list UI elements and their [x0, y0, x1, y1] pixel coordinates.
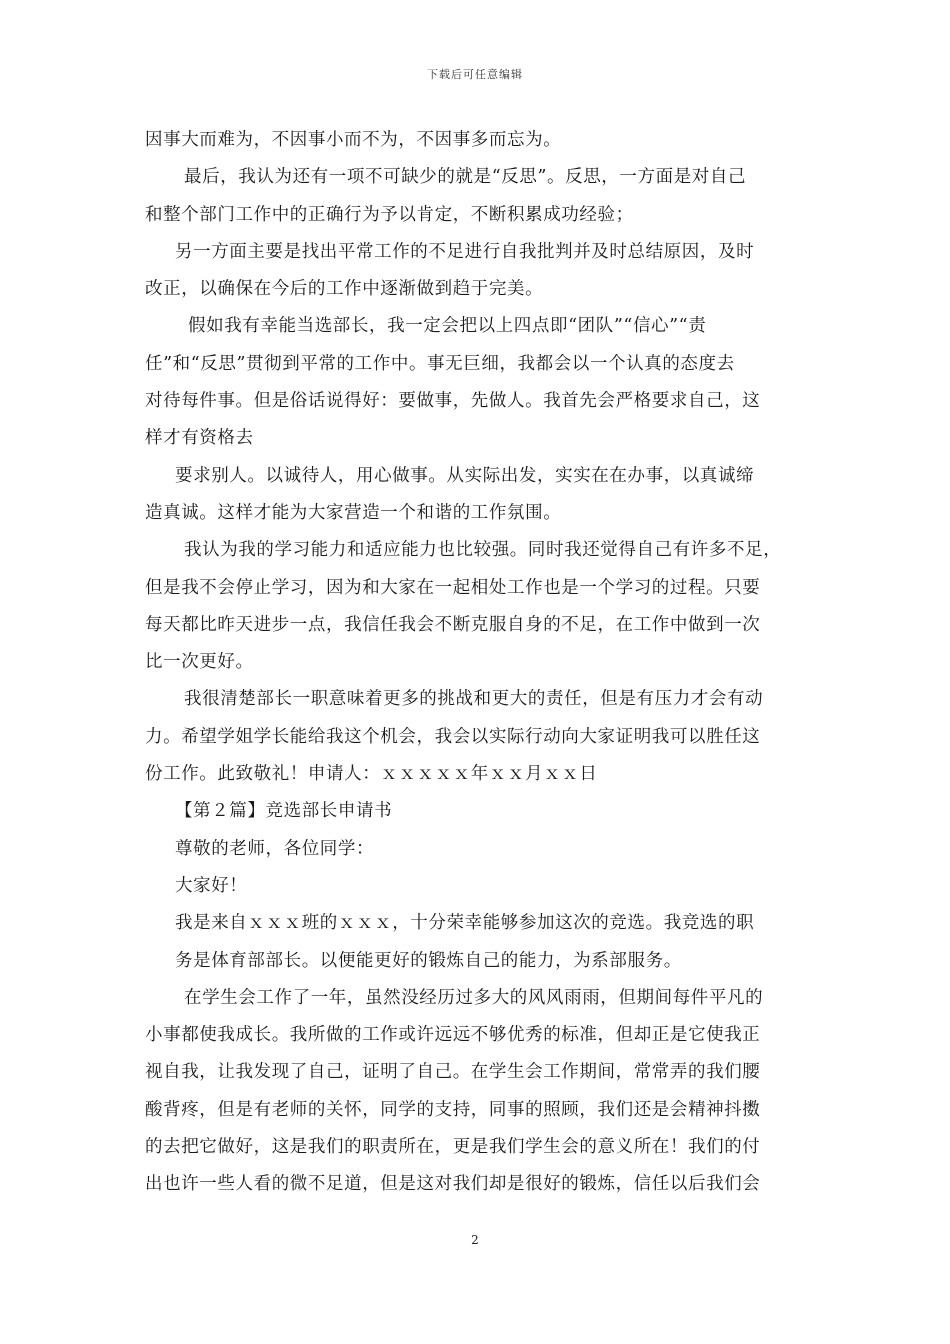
text-line: 出也许一些人看的微不足道，但是这对我们却是很好的锻炼，信任以后我们会: [145, 1174, 761, 1195]
text-line: 力。希望学姐学长能给我这个机会，我会以实际行动向大家证明我可以胜任这: [145, 726, 761, 747]
text-line: 我是来自ｘｘｘ班的ｘｘｘ，十分荣幸能够参加这次的竞选。我竞选的职: [175, 913, 755, 934]
text-line: 样才有资格去: [145, 428, 254, 449]
text-line: 务是体育部部长。以便能更好的锻炼自己的能力，为系部服务。: [175, 950, 682, 971]
text-line: 在学生会工作了一年，虽然没经历过多大的风风雨雨，但期间每件平凡的: [184, 987, 764, 1008]
text-line: 和整个部门工作中的正确行为予以肯定，不断积累成功经验；: [145, 204, 634, 225]
text-line: 小事都使我成长。我所做的工作或许远远不够优秀的标准，但却正是它使我正: [145, 1025, 761, 1046]
greeting: 大家好！: [175, 875, 248, 896]
text-line: 改正，以确保在今后的工作中逐渐做到趋于完美。: [145, 279, 544, 300]
text-line: 要求别人。以诚待人，用心做事。从实际出发，实实在在办事，以真诚缔: [175, 465, 755, 486]
section-title: 【第２篇】竞选部长申请书: [175, 801, 393, 822]
text-line: 对待每件事。但是俗话说得好：要做事，先做人。我首先会严格要求自己，这: [145, 391, 761, 412]
text-line: 视自我，让我发现了自己，证明了自己。在学生会工作期间，常常弄的我们腰: [145, 1062, 761, 1083]
text-line: 的去把它做好，这是我们的职责所在，更是我们学生会的意义所在！我们的付: [145, 1137, 761, 1158]
text-line: 因事大而难为，不因事小而不为，不因事多而忘为。: [145, 130, 562, 150]
text-line: 但是我不会停止学习，因为和大家在一起相处工作也是一个学习的过程。只要: [145, 577, 761, 598]
text-line: 每天都比昨天进步一点，我信任我会不断克服自身的不足，在工作中做到一次: [145, 614, 761, 635]
text-line: 份工作。此致敬礼！申请人：ｘｘｘｘｘ年ｘｘ月ｘｘ日: [145, 764, 598, 785]
page-header: 下载后可任意编辑: [427, 68, 523, 81]
document-body: [145, 122, 810, 1204]
text-line: 我认为我的学习能力和适应能力也比较强。同时我还觉得自己有许多不足，: [184, 540, 782, 561]
page-number: 2: [471, 1233, 479, 1247]
text-line: 假如我有幸能当选部长，我一定会把以上四点即“团队”“信心”“责: [188, 316, 707, 337]
salutation: 尊敬的老师，各位同学：: [175, 838, 375, 859]
text-line: 最后，我认为还有一项不可缺少的就是“反思”。反思，一方面是对自己: [184, 167, 747, 188]
text-line: 我很清楚部长一职意味着更多的挑战和更大的责任，但是有压力才会有动: [184, 689, 764, 710]
text-line: 比一次更好。: [145, 652, 254, 673]
text-line: 造真诚。这样才能为大家营造一个和谐的工作氛围。: [145, 502, 562, 523]
text-line: 任”和“反思”贯彻到平常的工作中。事无巨细，我都会以一个认真的态度去: [145, 353, 735, 374]
text-line: 酸背疼，但是有老师的关怀，同学的支持，同事的照顾，我们还是会精神抖擞: [145, 1099, 761, 1120]
text-line: 另一方面主要是找出平常工作的不足进行自我批判并及时总结原因，及时: [175, 241, 755, 262]
